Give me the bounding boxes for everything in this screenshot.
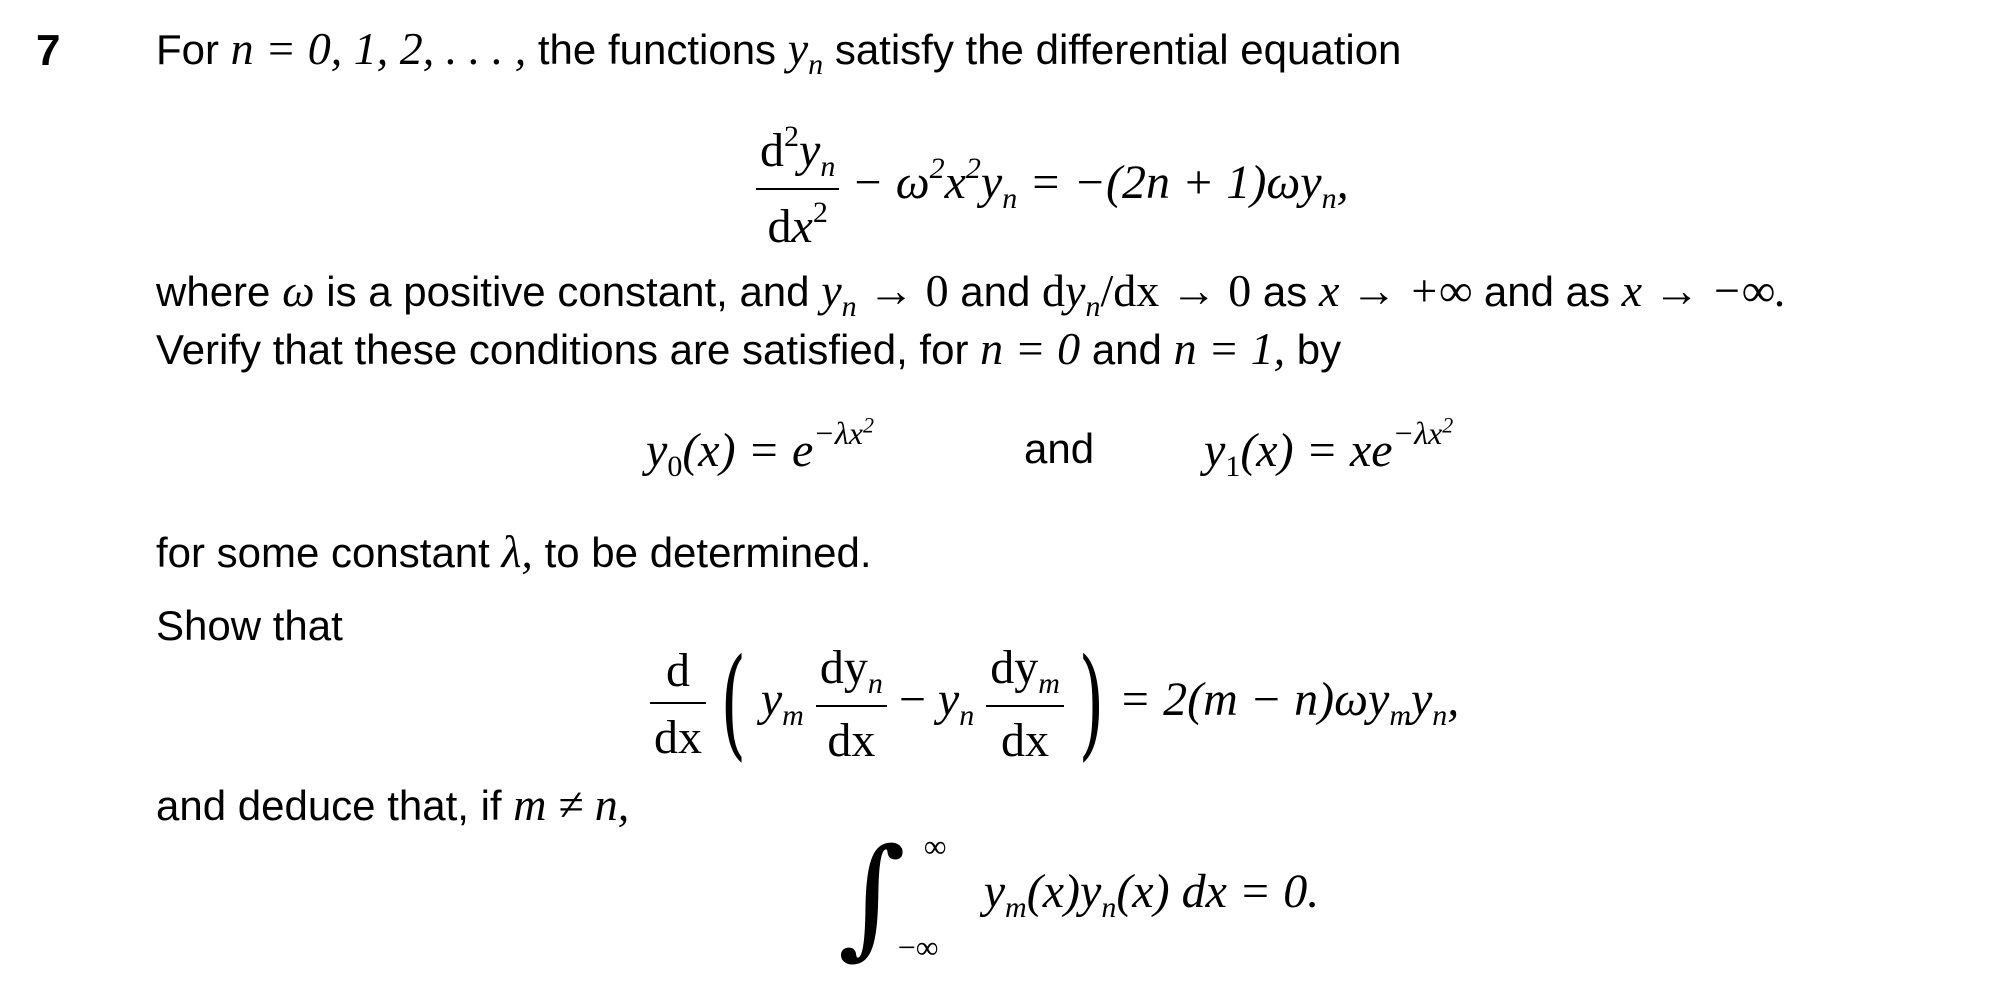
minus-sign: −: [898, 673, 926, 727]
verify-text-2: and: [1091, 326, 1162, 373]
and-word: and: [1024, 425, 1095, 472]
y1-solution-block: [1204, 412, 1453, 484]
intro-text-3: satisfy the differential equation: [834, 26, 1402, 73]
intro-text-1: For: [156, 26, 219, 73]
d2y-dx2-fraction: $\frac{d^2y_n}{dx^2}$: [756, 120, 839, 254]
forsome-line: [156, 523, 871, 582]
showthat-line: Show that: [156, 602, 343, 649]
dyn-dx-fraction: $\frac{dy_n}{dx}$: [816, 640, 887, 768]
integrand: $y_m(x)y_n(x)$ dx = 0.: [983, 865, 1320, 925]
intro-math-2: $y_n$: [787, 23, 824, 81]
where-math-dy: $dy_n/dx \to 0$: [1042, 265, 1252, 323]
integral-limits: [897, 826, 988, 966]
d-dx-fraction: $\frac{d}{dx}$: [650, 643, 706, 765]
right-paren: ): [1078, 634, 1105, 773]
intro-math-1: n = 0, 1, 2, . . . ,: [230, 23, 527, 74]
where-math-omega: ω: [282, 265, 315, 316]
ym-term: $y_m$: [760, 673, 804, 733]
question-number: 7: [36, 26, 61, 75]
intro-line: [156, 20, 1401, 94]
integral-sign: ∫: [838, 820, 906, 972]
lower-limit: −∞: [897, 929, 939, 965]
deduce-text-1: and deduce that, if: [156, 782, 502, 829]
forsome-text-1: for some constant: [156, 529, 490, 576]
verify-line: [156, 320, 1341, 379]
verify-text-1: Verify that these conditions are satisfied, for: [156, 326, 969, 373]
where-text-4: as: [1262, 268, 1308, 315]
where-text-5: and as: [1483, 268, 1610, 315]
left-paren: (: [720, 634, 747, 773]
deduce-line: [156, 776, 629, 835]
intro-text-2: the functions: [537, 26, 777, 73]
wronskian-identity: [650, 634, 1460, 773]
verify-math-1: n = 0: [980, 323, 1081, 374]
trial-solutions: [646, 412, 874, 484]
verify-text-3: by: [1296, 326, 1342, 373]
y0-solution: $y_0(x) = e^{-\lambda x^2}$: [646, 412, 874, 483]
upper-limit: ∞: [923, 828, 947, 864]
y1-solution: $y_1(x) = xe^{-\lambda x^2}$: [1204, 412, 1454, 483]
orthogonality-integral: [838, 820, 1320, 972]
deduce-math-1: m ≠ n,: [513, 779, 630, 830]
where-text-2: is a positive constant, and: [326, 268, 810, 315]
differential-equation: [756, 120, 1349, 254]
forsome-math-lambda: λ,: [501, 526, 533, 577]
eq1-rhs: − $\omega^2x^2y_n = -(2n + 1)\omega y_n$,: [851, 152, 1349, 216]
yn-term: $y_n$: [937, 673, 975, 733]
forsome-text-2: to be determined.: [544, 529, 872, 576]
where-math-x-plus: x → +∞: [1318, 265, 1473, 316]
dym-dx-fraction: $\frac{dy_m}{dx}$: [986, 640, 1064, 768]
where-math-x-minus: x → −∞.: [1621, 265, 1787, 316]
verify-math-2: n = 1,: [1173, 323, 1286, 374]
where-text-1: where: [156, 268, 271, 315]
eq3-rhs: = $2(m - n)\omega y_my_n$,: [1118, 673, 1460, 733]
where-math-y: $y_n \to 0$: [821, 265, 949, 323]
where-text-3: and: [960, 268, 1031, 315]
